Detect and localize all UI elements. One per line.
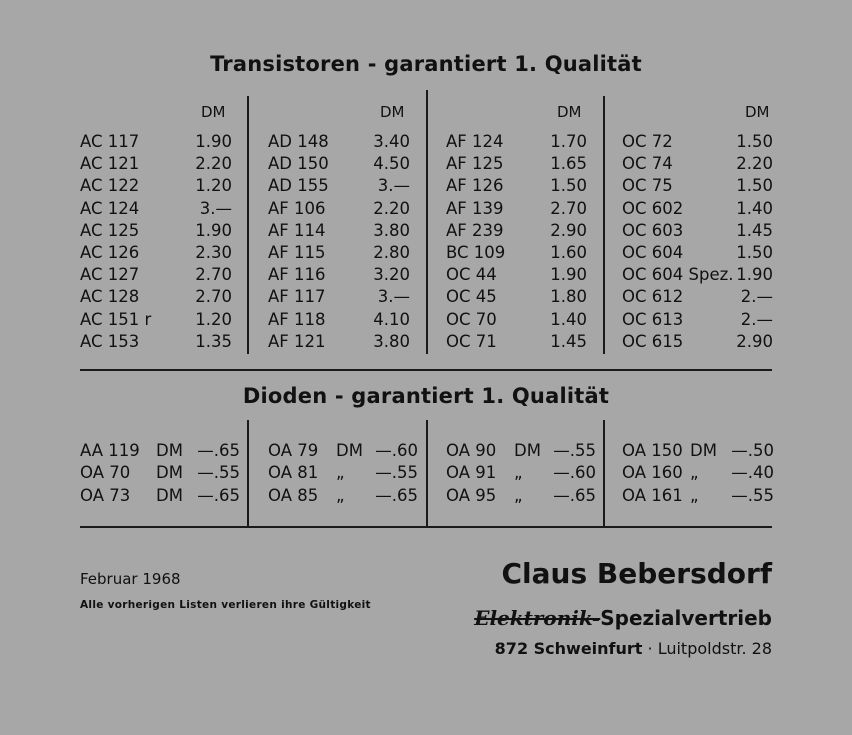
price: 2.— xyxy=(740,309,773,329)
currency-header: DM xyxy=(201,103,226,121)
transistor-row xyxy=(80,198,235,220)
price: 2.70 xyxy=(195,287,232,307)
transistor-row xyxy=(622,309,774,331)
transistor-row xyxy=(446,242,591,264)
transistor-row xyxy=(80,264,235,286)
part-number: OC 71 xyxy=(446,331,497,351)
transistor-column-3 xyxy=(446,131,591,353)
price: 4.50 xyxy=(373,154,410,174)
price: 3.— xyxy=(377,287,410,307)
transistor-row xyxy=(446,309,591,331)
transistor-row xyxy=(446,264,591,286)
price: 1.90 xyxy=(736,265,773,285)
price: 2.90 xyxy=(550,220,587,240)
part-number: AA 119 xyxy=(80,441,140,460)
part-number: OC 74 xyxy=(622,154,673,174)
diode-column-3 xyxy=(446,440,596,507)
price: 2.20 xyxy=(736,154,773,174)
currency-mark: DM xyxy=(156,463,183,483)
price: 2.90 xyxy=(736,331,773,351)
part-number: AC 151 r xyxy=(80,309,152,329)
part-number: AD 155 xyxy=(268,176,329,196)
currency-header: DM xyxy=(380,103,405,121)
diode-row xyxy=(80,485,240,507)
transistor-row xyxy=(268,153,413,175)
part-number: OC 602 xyxy=(622,198,684,218)
price: 2.20 xyxy=(373,198,410,218)
transistor-row xyxy=(268,220,413,242)
transistor-row xyxy=(268,198,413,220)
transistor-row xyxy=(622,175,774,197)
part-number: AC 126 xyxy=(80,242,140,262)
price: 2.30 xyxy=(195,242,232,262)
diode-column-2 xyxy=(268,440,418,507)
price: —.55 xyxy=(553,441,596,460)
price: —.50 xyxy=(731,441,774,460)
price: 1.45 xyxy=(550,331,587,351)
part-number: AC 117 xyxy=(80,132,140,151)
part-number: AF 126 xyxy=(446,176,504,196)
part-number: OC 45 xyxy=(446,287,497,307)
address-city: 872 Schweinfurt xyxy=(494,639,643,658)
part-number: AF 115 xyxy=(268,242,326,262)
price: 1.35 xyxy=(195,331,232,351)
part-number: AC 125 xyxy=(80,220,140,240)
transistor-row xyxy=(622,242,774,264)
transistor-row xyxy=(446,198,591,220)
transistor-row xyxy=(268,264,413,286)
currency-mark: „ xyxy=(514,485,523,505)
part-number: OA 91 xyxy=(446,463,497,483)
price: —.65 xyxy=(197,441,240,460)
transistor-row xyxy=(622,153,774,175)
part-number: OA 70 xyxy=(80,463,131,483)
price: 1.20 xyxy=(195,309,232,329)
transistor-row xyxy=(446,286,591,308)
price: 1.50 xyxy=(736,242,773,262)
price: 3.40 xyxy=(373,132,410,151)
transistor-row xyxy=(268,175,413,197)
part-number: AF 116 xyxy=(268,265,326,285)
part-number: OC 604 xyxy=(622,242,684,262)
currency-header: DM xyxy=(745,103,770,121)
part-number: AF 124 xyxy=(446,132,504,151)
diode-row xyxy=(80,462,240,484)
price: 1.20 xyxy=(195,176,232,196)
divider xyxy=(247,420,249,526)
part-number: OA 161 xyxy=(622,485,683,505)
transistor-row xyxy=(622,286,774,308)
transistor-row xyxy=(446,331,591,353)
transistor-column-4 xyxy=(622,131,774,353)
price: 2.20 xyxy=(195,154,232,174)
currency-mark: „ xyxy=(336,485,345,505)
diode-row xyxy=(268,462,418,484)
price: 3.— xyxy=(377,176,410,196)
part-number: OA 73 xyxy=(80,485,131,505)
currency-mark: „ xyxy=(690,485,699,505)
currency-mark: DM xyxy=(690,441,717,460)
transistor-row xyxy=(80,220,235,242)
price: 2.70 xyxy=(195,265,232,285)
part-number: OA 85 xyxy=(268,485,319,505)
diode-row xyxy=(622,485,774,507)
part-number: AC 127 xyxy=(80,265,140,285)
transistor-row xyxy=(80,331,235,353)
price: 1.50 xyxy=(736,132,773,151)
part-number: OA 90 xyxy=(446,441,497,460)
address-street: Luitpoldstr. 28 xyxy=(657,639,772,658)
transistor-row xyxy=(268,286,413,308)
part-number: OC 72 xyxy=(622,132,673,151)
subline-script: Elektronik- xyxy=(474,606,601,630)
separator-line xyxy=(80,369,772,371)
currency-mark: „ xyxy=(690,463,699,483)
transistor-row xyxy=(80,286,235,308)
company-address: 872 Schweinfurt · Luitpoldstr. 28 xyxy=(494,639,772,658)
divider xyxy=(247,96,249,354)
transistor-row xyxy=(622,131,774,153)
price: 1.50 xyxy=(550,176,587,196)
price: 3.80 xyxy=(373,331,410,351)
part-number: AD 148 xyxy=(268,132,329,151)
diode-column-1 xyxy=(80,440,240,507)
price: —.60 xyxy=(553,463,596,483)
transistor-column-2 xyxy=(268,131,413,353)
part-number: OC 612 xyxy=(622,287,684,307)
part-number: OA 150 xyxy=(622,441,683,460)
subline-rest: Spezialvertrieb xyxy=(600,606,772,630)
diode-row xyxy=(446,485,596,507)
price: 1.80 xyxy=(550,287,587,307)
transistor-row xyxy=(622,264,774,286)
price: —.65 xyxy=(553,485,596,505)
price: —.65 xyxy=(375,485,418,505)
transistor-row xyxy=(446,131,591,153)
transistor-row xyxy=(268,331,413,353)
price: 1.40 xyxy=(736,198,773,218)
part-number: OA 81 xyxy=(268,463,319,483)
price: 1.60 xyxy=(550,242,587,262)
transistor-row xyxy=(622,220,774,242)
price: 1.40 xyxy=(550,309,587,329)
part-number: AF 121 xyxy=(268,331,326,351)
price: 3.— xyxy=(199,198,232,218)
transistor-row xyxy=(80,153,235,175)
diode-column-4 xyxy=(622,440,774,507)
transistor-row xyxy=(622,198,774,220)
price: —.60 xyxy=(375,441,418,460)
currency-header: DM xyxy=(557,103,582,121)
diode-row xyxy=(446,462,596,484)
date-label: Februar 1968 xyxy=(80,570,181,588)
part-number: OC 604 Spez. xyxy=(622,265,734,285)
transistor-row xyxy=(268,242,413,264)
part-number: OC 75 xyxy=(622,176,673,196)
price: —.55 xyxy=(731,485,774,505)
part-number: OC 70 xyxy=(446,309,497,329)
transistor-row xyxy=(80,175,235,197)
price: 4.10 xyxy=(373,309,410,329)
diode-row xyxy=(446,440,596,462)
price: 2.— xyxy=(740,287,773,307)
price: 1.50 xyxy=(736,176,773,196)
currency-mark: DM xyxy=(514,441,541,460)
part-number: AF 117 xyxy=(268,287,326,307)
transistor-column-1 xyxy=(80,131,235,353)
divider xyxy=(426,90,428,354)
part-number: OC 44 xyxy=(446,265,497,285)
part-number: BC 109 xyxy=(446,242,506,262)
separator-line xyxy=(80,526,772,528)
transistor-row xyxy=(446,153,591,175)
company-subline xyxy=(474,606,772,630)
part-number: AC 153 xyxy=(80,331,140,351)
currency-mark: DM xyxy=(156,441,183,460)
diode-row xyxy=(268,440,418,462)
price: 1.90 xyxy=(195,220,232,240)
price: 1.70 xyxy=(550,132,587,151)
price: 1.90 xyxy=(550,265,587,285)
part-number: AC 122 xyxy=(80,176,140,196)
diodes-title: Dioden - garantiert 1. Qualität xyxy=(242,384,610,408)
transistor-row xyxy=(446,175,591,197)
divider xyxy=(603,420,605,526)
currency-mark: „ xyxy=(336,463,345,483)
transistor-row xyxy=(80,242,235,264)
divider xyxy=(603,96,605,354)
transistor-row xyxy=(80,131,235,153)
part-number: OA 79 xyxy=(268,441,319,460)
validity-note: Alle vorherigen Listen verlieren ihre Gültigkeit xyxy=(80,599,371,611)
part-number: AF 118 xyxy=(268,309,326,329)
price: —.40 xyxy=(731,463,774,483)
price: —.65 xyxy=(197,485,240,505)
price: 3.20 xyxy=(373,265,410,285)
part-number: AF 125 xyxy=(446,154,504,174)
part-number: OA 160 xyxy=(622,463,683,483)
part-number: AC 121 xyxy=(80,154,140,174)
part-number: AF 139 xyxy=(446,198,504,218)
price: —.55 xyxy=(197,463,240,483)
price: 1.45 xyxy=(736,220,773,240)
transistor-row xyxy=(446,220,591,242)
price: 1.90 xyxy=(195,132,232,151)
price: —.55 xyxy=(375,463,418,483)
company-name: Claus Bebersdorf xyxy=(501,557,772,590)
transistors-title: Transistoren - garantiert 1. Qualität xyxy=(210,52,642,76)
part-number: AD 150 xyxy=(268,154,329,174)
currency-mark: „ xyxy=(514,463,523,483)
part-number: OA 95 xyxy=(446,485,497,505)
currency-mark: DM xyxy=(336,441,363,460)
part-number: AC 124 xyxy=(80,198,140,218)
transistor-row xyxy=(268,309,413,331)
part-number: OC 603 xyxy=(622,220,684,240)
part-number: OC 613 xyxy=(622,309,684,329)
divider xyxy=(426,420,428,526)
part-number: AF 106 xyxy=(268,198,326,218)
part-number: AF 114 xyxy=(268,220,326,240)
diode-row xyxy=(622,440,774,462)
price: 3.80 xyxy=(373,220,410,240)
diode-row xyxy=(80,440,240,462)
price: 2.80 xyxy=(373,242,410,262)
currency-mark: DM xyxy=(156,485,183,505)
part-number: AC 128 xyxy=(80,287,140,307)
transistor-row xyxy=(268,131,413,153)
diode-row xyxy=(622,462,774,484)
price: 1.65 xyxy=(550,154,587,174)
transistor-row xyxy=(80,309,235,331)
transistor-row xyxy=(622,331,774,353)
price: 2.70 xyxy=(550,198,587,218)
part-number: OC 615 xyxy=(622,331,684,351)
diode-row xyxy=(268,485,418,507)
part-number: AF 239 xyxy=(446,220,504,240)
